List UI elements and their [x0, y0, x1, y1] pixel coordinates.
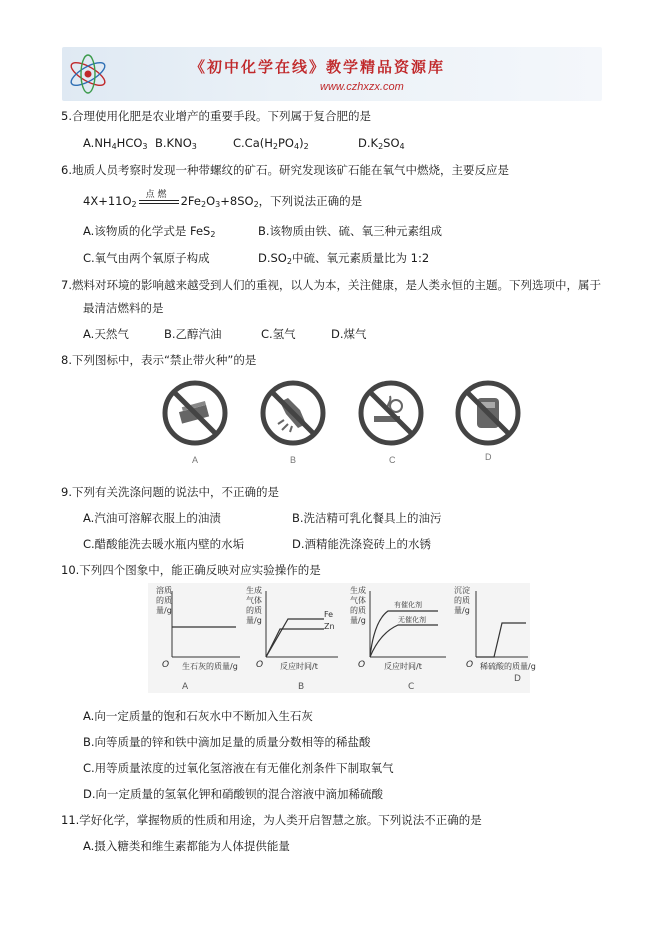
- q10-option-b: B.向等质量的锌和铁中滴加足量的质量分数相等的稀盐酸: [83, 735, 371, 749]
- graph-a-label: A: [182, 682, 189, 692]
- graph-a: [156, 585, 240, 692]
- q9-stem: 9.下列有关洗涤问题的说法中，不正确的是: [61, 485, 279, 499]
- q10-stem: 10.下列四个图象中，能正确反映对应实验操作的是: [61, 563, 321, 577]
- graph-d-label: D: [514, 674, 521, 684]
- graph-b: [246, 585, 338, 692]
- q5-option-a: $A.NH_4HCO_3$: [83, 136, 148, 151]
- graph-b-xlabel: 反应时间/t: [280, 662, 318, 671]
- graph-b-series-zn: Zn: [324, 622, 335, 631]
- q10-graph-panel: [148, 583, 536, 693]
- q8-stem: 8.下列图标中，表示“禁止带火种”的是: [61, 353, 257, 367]
- q7-option-d: D.煤气: [331, 327, 367, 341]
- header-banner: [62, 47, 602, 101]
- graph-d: [454, 585, 536, 684]
- graph-b-origin: O: [256, 660, 264, 670]
- q8-label-c: C: [389, 455, 396, 465]
- no-smoking-icon: [358, 380, 424, 446]
- q11-stem: 11.学好化学，掌握物质的性质和用途，为人类开启智慧之旅。下列说法不正确的是: [61, 813, 482, 827]
- q5-option-c: $C.Ca(H_2PO_4)_2$: [233, 136, 309, 151]
- graph-a-ylabel-2: 的质: [156, 596, 172, 605]
- reaction-condition: 点 燃: [137, 193, 181, 209]
- graph-c-ylabel-4: 量/g: [350, 616, 366, 625]
- q5-option-b: $B.KNO_3$: [155, 136, 197, 151]
- q6-option-b: B.该物质由铁、硫、氧三种元素组成: [258, 224, 443, 238]
- q6-option-c: C.氧气由两个氧原子构成: [83, 251, 210, 265]
- graph-d-origin: O: [466, 660, 474, 670]
- graph-d-ylabel-1: 沉淀: [454, 586, 470, 595]
- graph-a-ylabel-1: 溶质: [156, 586, 172, 595]
- graph-b-ylabel-1: 生成: [246, 586, 262, 595]
- graph-c-ylabel-1: 生成: [350, 586, 366, 595]
- q9-option-b: B.洗洁精可乳化餐具上的油污: [292, 511, 442, 525]
- q10-option-c: C.用等质量浓度的过氧化氢溶液在有无催化剂条件下制取氧气: [83, 761, 394, 775]
- q6-option-d: $D.SO_2$中硫、氧元素质量比为 1:2: [258, 251, 430, 266]
- q7-option-b: B.乙醇汽油: [164, 327, 222, 341]
- graph-b-ylabel-2: 气体: [246, 596, 262, 605]
- q8-label-b: B: [290, 455, 297, 465]
- graph-b-ylabel-3: 的质: [246, 606, 262, 615]
- graph-a-origin: O: [162, 660, 170, 670]
- graph-c-label: C: [408, 682, 415, 692]
- graph-a-ylabel-3: 量/g: [156, 606, 172, 615]
- q10-graphs: [148, 583, 536, 693]
- graph-c-series-catalyst: 有催化剂: [394, 601, 422, 609]
- q6-option-a: A.该物质的化学式是 FeS$_2$: [83, 224, 216, 239]
- graph-c: [350, 585, 446, 692]
- q9-option-a: A.汽油可溶解衣服上的油渍: [83, 511, 221, 525]
- q6-equation: $4X+11O_2$ 点 燃 $2Fe_2O_3+8SO_2$，下列说法正确的是: [83, 190, 363, 209]
- graph-c-xlabel: 反应时间/t: [384, 662, 422, 671]
- graph-b-ylabel-4: 量/g: [246, 616, 262, 625]
- q11-option-a: A.摄入糖类和维生素都能为人体提供能量: [83, 839, 290, 853]
- graph-b-label: B: [298, 682, 305, 692]
- q7-stem: 7.燃料对环境的影响越来越受到人们的重视，以人为本，关注健康，是人类永恒的主题。下列选项中，属于: [61, 278, 601, 292]
- graph-c-ylabel-3: 的质: [350, 606, 366, 615]
- q8-label-d: D: [485, 452, 492, 462]
- no-fireworks-icon: [260, 380, 326, 446]
- graph-b-series-fe: Fe: [324, 610, 334, 619]
- graph-c-origin: O: [358, 660, 366, 670]
- no-flammables-icon: [455, 380, 521, 446]
- q10-option-d: D.向一定质量的氢氧化钾和硝酸钡的混合溶液中滴加稀硫酸: [83, 787, 384, 801]
- no-matches-icon: [162, 380, 228, 446]
- graph-c-ylabel-2: 气体: [350, 596, 366, 605]
- q7-stem-cont: 最清洁燃料的是: [83, 301, 164, 315]
- q9-option-c: C.醋酸能洗去暖水瓶内壁的水垢: [83, 537, 245, 551]
- q10-option-a: A.向一定质量的饱和石灰水中不断加入生石灰: [83, 709, 313, 723]
- q7-option-c: C.氢气: [261, 327, 296, 341]
- q7-option-a: A.天然气: [83, 327, 129, 341]
- graph-d-xlabel: 稀硫酸的质量/g: [480, 662, 536, 671]
- q5-option-d: $D.K_2SO_4$: [358, 136, 405, 151]
- graph-c-series-no-catalyst: 无催化剂: [398, 616, 426, 624]
- q8-label-a: A: [192, 455, 199, 465]
- graph-d-ylabel-2: 的质: [454, 596, 470, 605]
- graph-a-xlabel: 生石灰的质量/g: [182, 662, 238, 671]
- atom-logo-icon: [66, 52, 110, 96]
- q9-option-d: D.酒精能洗涤瓷砖上的水锈: [292, 537, 432, 551]
- q6-stem: 6.地质人员考察时发现一种带螺纹的矿石。研究发现该矿石能在氧气中燃烧，主要反应是: [61, 163, 509, 177]
- graph-d-ylabel-3: 量/g: [454, 606, 470, 615]
- banner-url: www.czhxzx.com: [320, 81, 404, 93]
- q5-stem: 5.合理使用化肥是农业增产的重要手段。下列属于复合肥的是: [61, 109, 371, 123]
- banner-title: 《初中化学在线》教学精品资源库: [190, 58, 446, 76]
